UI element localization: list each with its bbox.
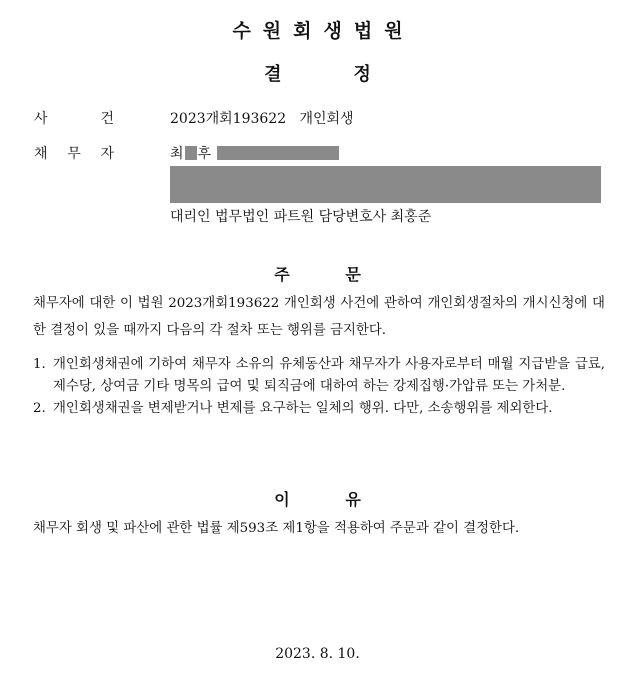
order-intro: 채무자에 대한 이 법원 2023개회193622 개인회생 사건에 관하여 개인회생절차의 개시신청에 대한 결정이 있을 때까지 다음의 각 절차 또는 행위를 금지한다. xyxy=(33,296,605,338)
case-label-char-1: 사 xyxy=(34,111,48,127)
reason-text: 채무자 회생 및 파산에 관한 법률 제593조 제1항을 적용하여 주문과 같이 결정한다. xyxy=(33,521,520,536)
document-title-char-1: 결 xyxy=(264,64,282,85)
reason-section-title: 이 유 xyxy=(274,490,361,509)
order-items-list xyxy=(33,354,605,420)
document-title-char-2: 정 xyxy=(353,64,371,85)
list-item-text: 개인회생채권을 변제받거나 변제를 요구하는 일체의 행위. 다만, 소송행위를 제외한다. xyxy=(53,401,553,416)
list-item xyxy=(33,398,605,420)
case-label-char-2: 건 xyxy=(100,111,114,127)
redacted-address-block xyxy=(170,166,601,203)
case-number xyxy=(170,108,354,128)
debtor-label-char-2: 무 xyxy=(67,146,81,162)
case-label xyxy=(34,108,114,128)
debtor-label-char-3: 자 xyxy=(100,146,114,162)
debtor-name-last: 후 xyxy=(197,146,212,162)
document-title xyxy=(0,60,635,86)
case-number-text: 2023개회193622 개인회생 xyxy=(170,111,354,127)
decision-date: 2023. 8. 10. xyxy=(275,646,360,662)
list-item-number: 1. xyxy=(33,357,46,372)
order-section-title: 주 문 xyxy=(274,265,361,284)
list-item xyxy=(33,354,605,398)
debtor-label xyxy=(34,143,114,163)
debtor-agent: 대리인 법무법인 파트원 담당변호사 최홍준 xyxy=(170,209,432,225)
court-name: 수원회생법원 xyxy=(232,20,415,42)
redaction-bar xyxy=(185,146,197,160)
debtor-name xyxy=(170,143,339,163)
debtor-label-char-1: 채 xyxy=(34,146,48,162)
debtor-name-first: 최 xyxy=(170,146,184,162)
list-item-number: 2. xyxy=(33,401,46,416)
redaction-bar xyxy=(217,146,339,160)
list-item-text: 개인회생채권에 기하여 채무자 소유의 유체동산과 채무자가 사용자로부터 매월 지급받을 급료, 제수당, 상여금 기타 명목의 급여 및 퇴직금에 대하여 하는 강제집행·가압류 또는 가처분. xyxy=(53,357,605,394)
